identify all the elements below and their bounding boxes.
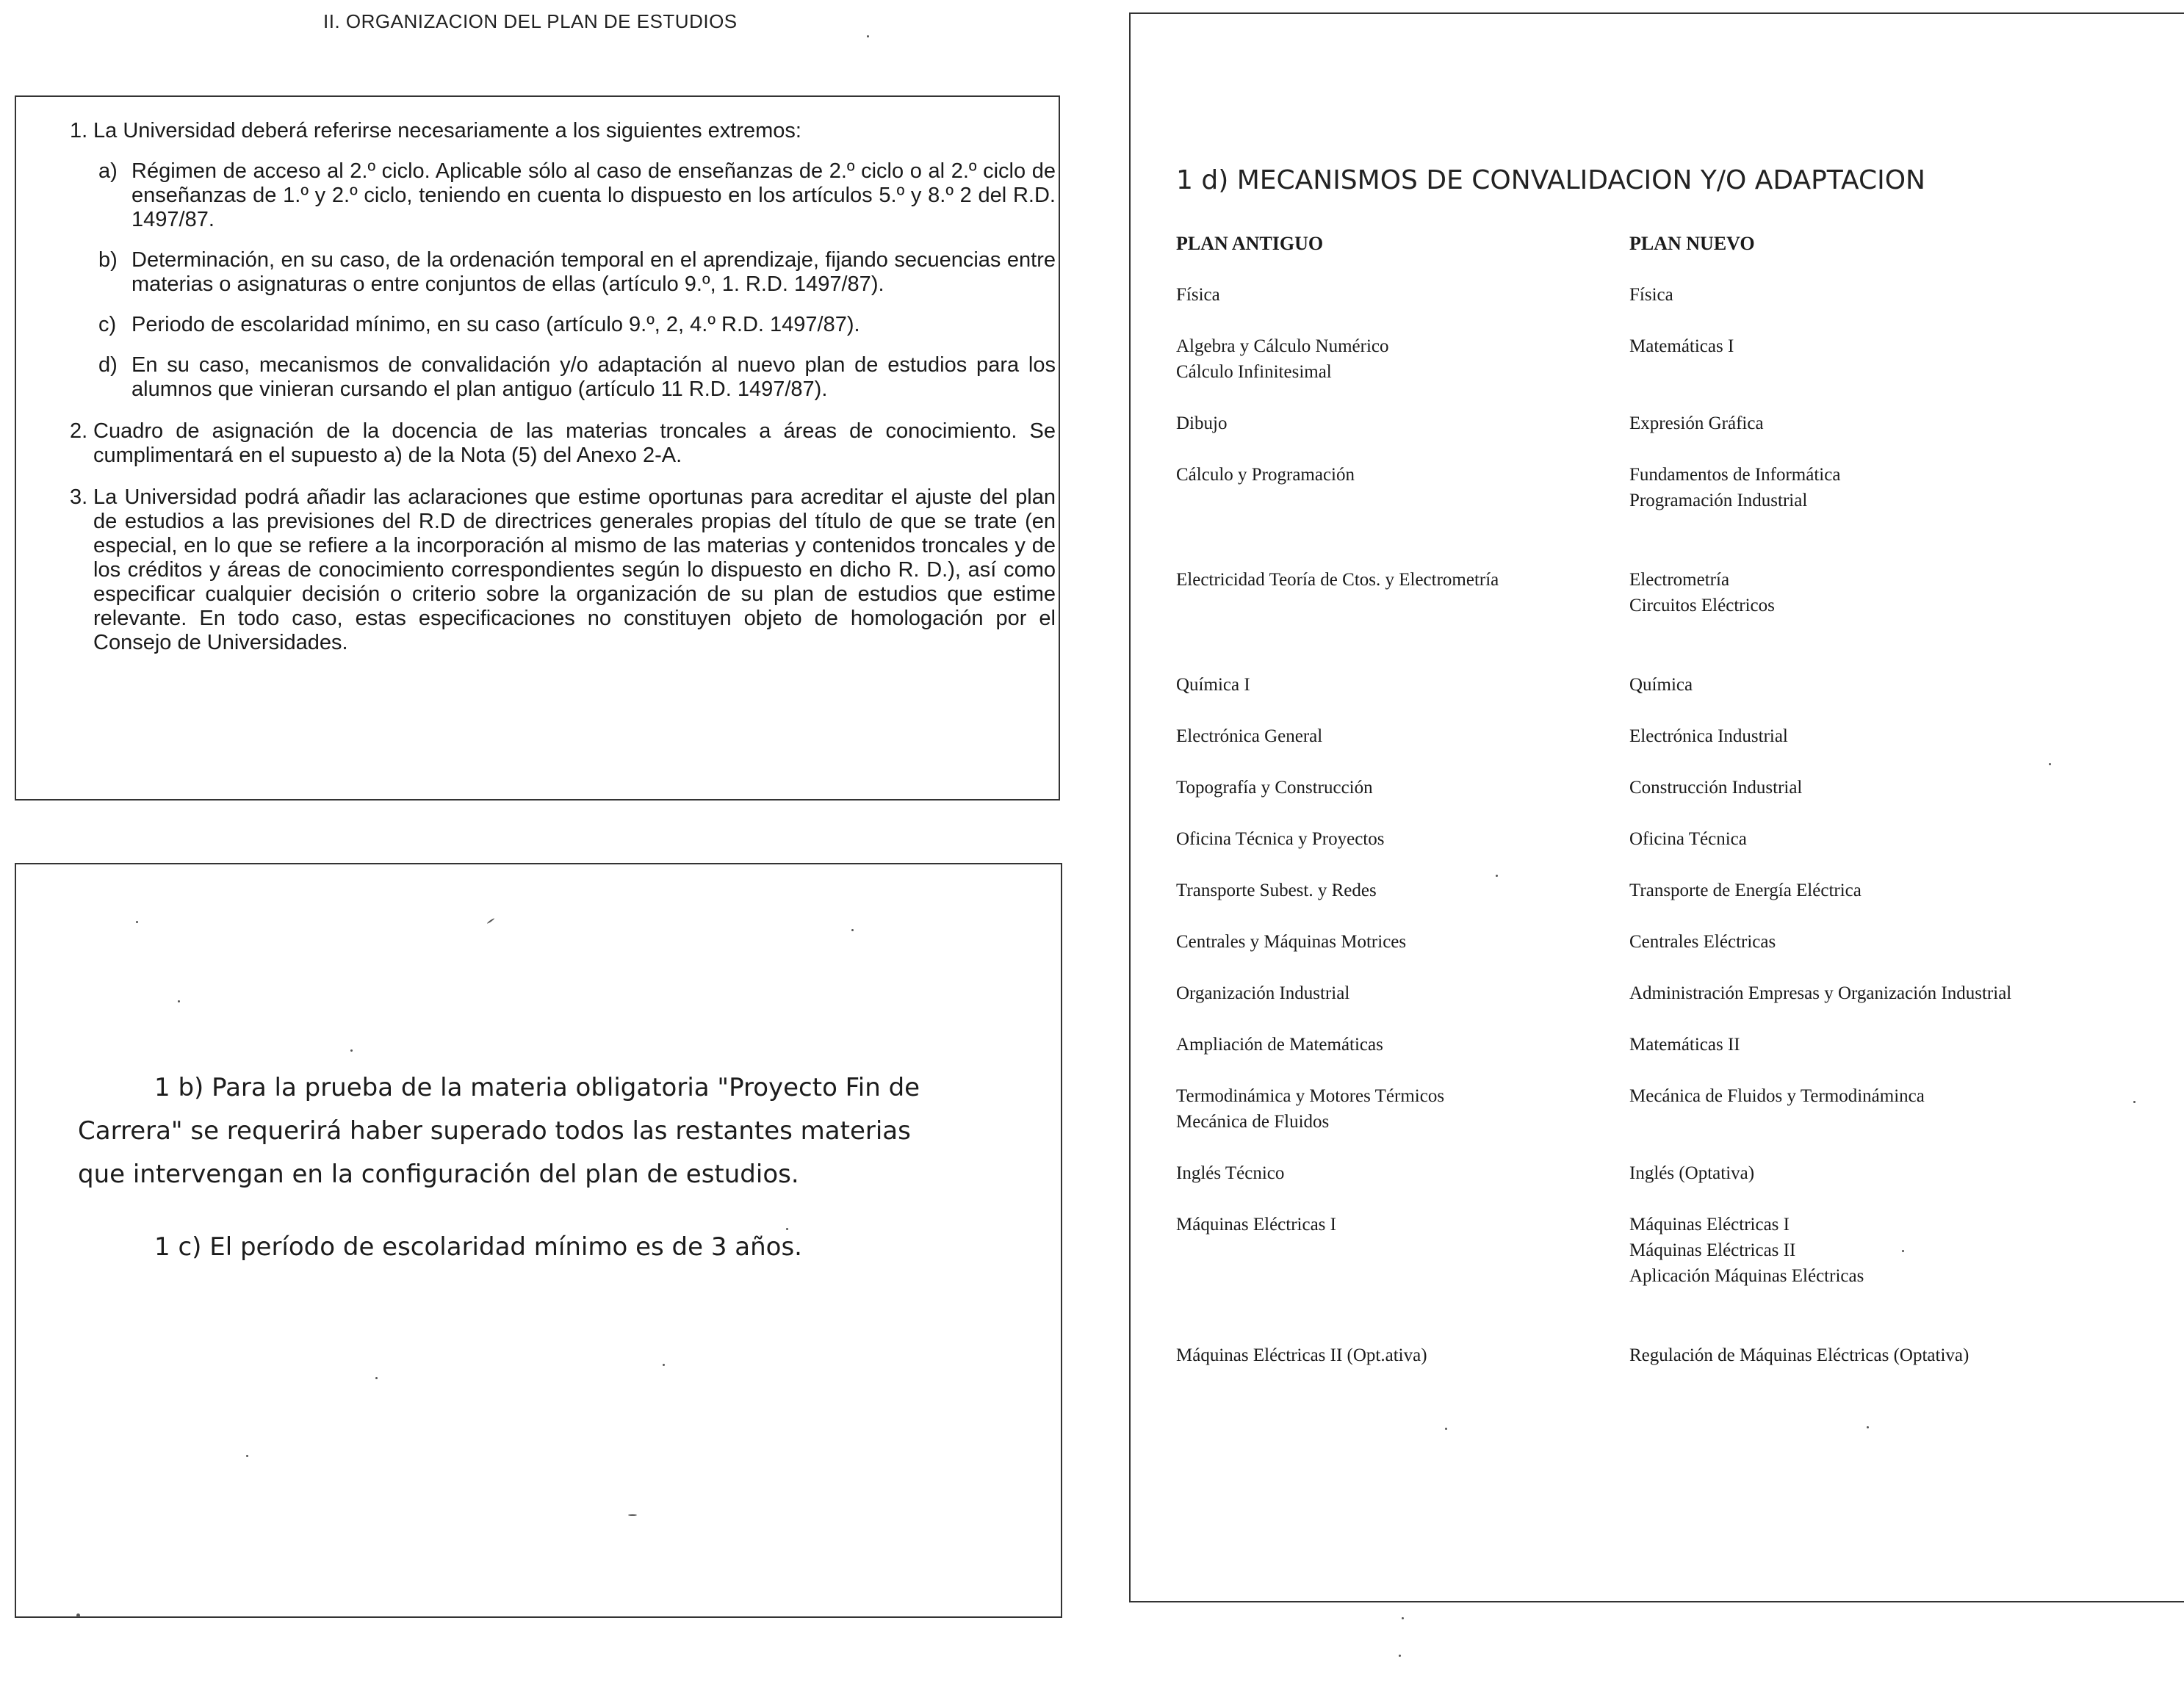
plan-antiguo-cell [1176,878,1377,903]
plan-antiguo-cell [1176,567,1499,593]
plan-antiguo-cell [1176,929,1406,955]
subitem-letter: a) [98,159,118,183]
cell-line: Mecánica de Fluidos y Termodináminca [1629,1086,1925,1106]
cell-line: Electrónica General [1176,726,1323,746]
cell-line: Termodinámica y Motores Térmicos [1176,1086,1445,1106]
scan-speck [1496,875,1498,877]
mecanismos-box [1129,12,2184,1602]
note-subitem-c [98,313,1056,337]
cell-line: Oficina Técnica [1629,829,1747,849]
cell-line: Transporte de Energía Eléctrica [1629,881,1862,900]
cell-line: Fundamentos de Informática [1629,465,1841,485]
scan-speck [867,35,869,37]
scan-speck [628,1514,637,1516]
scan-speck [2049,763,2051,765]
prueba-paragraph-1b: 1 b) Para la prueba de la materia obligatoria "Proyecto Fin de Carrera" se requerirá haber superado todos las restantes materias que intervengan en la configuración del plan de estudios. [78,1073,920,1189]
scan-speck [1445,1428,1447,1430]
plan-nuevo-cell [1629,462,1840,513]
note-text: La Universidad podrá añadir las aclaraciones que estime oportunas para acreditar el ajuste del plan de estudios a las previsiones del R.D de directrices generales propias del título de que se trate (en especial, en lo que se refiere a la incorporación al mismo de las materias y contenidos troncales y de los créditos y áreas de conocimiento correspondientes según lo dispuesto en dicho R. D.), así como especificar cualquier decisión o criterio sobre la organización de su plan de estudios que estime relevante. En todo caso, estas especificaciones no constituyen objeto de homologación por el Consejo de Universidades. [93,485,1056,654]
cell-line: Química [1629,675,1693,695]
plan-antiguo-cell [1176,1342,1427,1368]
plan-antiguo-cell [1176,333,1389,385]
prueba-text [78,1066,959,1269]
scan-speck [350,1049,353,1052]
cell-line: Matemáticas II [1629,1035,1740,1055]
plan-nuevo-cell [1629,567,1775,618]
column-header-plan-antiguo: PLAN ANTIGUO [1176,233,1324,254]
plan-nuevo-cell [1629,775,1802,800]
subitem-letter: d) [98,353,118,377]
cell-line: Transporte Subest. y Redes [1176,881,1377,900]
subitem-text: En su caso, mecanismos de convalidación y/o adaptación al nuevo plan de estudios para los alumnos que vinieran cursando el plan antiguo (artículo 11 R.D. 1497/87). [131,353,1056,401]
note-number: 3. [70,485,88,509]
cell-line: Electrometría [1629,570,1730,590]
note-number: 2. [70,419,88,443]
plan-nuevo-cell [1629,282,1673,308]
scan-speck [851,929,854,931]
cell-line: Regulación de Máquinas Eléctricas (Optativa) [1629,1345,1969,1365]
scan-speck [487,918,495,925]
note-subitem-a [98,159,1056,232]
cell-line: Inglés (Optativa) [1629,1163,1755,1183]
plan-antiguo-cell [1176,1212,1336,1237]
scan-speck [1402,1617,1404,1619]
cell-line: Centrales y Máquinas Motrices [1176,932,1407,952]
plan-nuevo-cell [1629,1032,1740,1058]
note-item-3 [70,485,1056,655]
subitem-letter: b) [98,248,118,272]
cell-line: Construcción Industrial [1629,778,1803,798]
plan-antiguo-cell [1176,980,1349,1006]
notes-box [15,95,1060,800]
cell-line: Electricidad Teoría de Ctos. y Electrometría [1176,570,1499,590]
subitem-text: Periodo de escolaridad mínimo, en su caso (artículo 9.º, 2, 4.º R.D. 1497/87). [131,313,860,336]
subitem-text: Régimen de acceso al 2.º ciclo. Aplicable sólo al caso de enseñanzas de 2.º ciclo o al 2.º ciclo de enseñanzas de 1.º y 2.º ciclo, teniendo en cuenta lo dispuesto en los artículos 5.º y 8.º 2 del R.D. 1497/87. [131,159,1056,231]
cell-line: Cálculo y Programación [1176,465,1355,485]
cell-line: Organización Industrial [1176,983,1350,1003]
mecanismos-title: 1 d) MECANISMOS DE CONVALIDACION Y/O ADAPTACION [1176,165,1925,195]
plan-antiguo-cell [1176,826,1384,852]
cell-line: Circuitos Eléctricos [1629,596,1775,615]
note-item-1 [70,119,1056,402]
note-item-2 [70,419,1056,468]
scan-speck [1902,1250,1904,1252]
note-number: 1. [70,119,88,142]
page-title: II. ORGANIZACION DEL PLAN DE ESTUDIOS [323,10,738,32]
cell-line: Electrónica Industrial [1629,726,1788,746]
cell-line: Máquinas Eléctricas I [1176,1215,1336,1235]
plan-antiguo-cell [1176,1032,1383,1058]
plan-antiguo-cell [1176,1160,1284,1186]
cell-line: Administración Empresas y Organización Industrial [1629,983,2012,1003]
plan-antiguo-cell [1176,723,1322,749]
scan-speck [1399,1655,1401,1657]
plan-nuevo-cell [1629,723,1788,749]
cell-line: Matemáticas I [1629,336,1734,356]
cell-line: Topografía y Construcción [1176,778,1373,798]
plan-antiguo-cell [1176,775,1373,800]
plan-nuevo-cell [1629,826,1747,852]
note-subitem-d [98,353,1056,402]
scan-speck [2133,1101,2136,1103]
subitem-text: Determinación, en su caso, de la ordenación temporal en el aprendizaje, fijando secuencias entre materias o asignaturas o entre conjuntos de ellas (artículo 9.º, 1. R.D. 1497/87). [131,248,1056,296]
cell-line: Física [1176,285,1220,305]
cell-line: Máquinas Eléctricas II (Opt.ativa) [1176,1345,1427,1365]
plan-antiguo-cell [1176,1083,1444,1135]
plan-nuevo-cell [1629,411,1764,436]
cell-line: Máquinas Eléctricas I [1629,1215,1790,1235]
notes-list [70,119,1056,673]
plan-nuevo-cell [1629,1212,1864,1289]
plan-nuevo-cell [1629,980,2011,1006]
plan-antiguo-cell [1176,462,1355,488]
cell-line: Inglés Técnico [1176,1163,1285,1183]
cell-line: Aplicación Máquinas Eléctricas [1629,1266,1864,1286]
cell-line: Física [1629,285,1673,305]
cell-line: Oficina Técnica y Proyectos [1176,829,1385,849]
plan-nuevo-cell [1629,1342,1969,1368]
plan-nuevo-cell [1629,929,1776,955]
note-text: La Universidad deberá referirse necesariamente a los siguientes extremos: [93,119,801,142]
plan-antiguo-cell [1176,672,1250,698]
cell-line: Centrales Eléctricas [1629,932,1776,952]
subitem-letter: c) [98,313,117,336]
cell-line: Dibujo [1176,413,1228,433]
column-header-plan-nuevo: PLAN NUEVO [1629,233,1755,254]
plan-nuevo-cell [1629,333,1734,359]
cell-line: Máquinas Eléctricas II [1629,1240,1796,1260]
plan-nuevo-cell [1629,1083,1925,1109]
cell-line: Algebra y Cálculo Numérico [1176,336,1389,356]
cell-line: Química I [1176,675,1250,695]
cell-line: Mecánica de Fluidos [1176,1112,1330,1132]
cell-line: Programación Industrial [1629,491,1808,510]
prueba-box [15,863,1062,1618]
prueba-paragraph-1c: 1 c) El período de escolaridad mínimo es de 3 años. [154,1232,802,1262]
cell-line: Expresión Gráfica [1629,413,1764,433]
plan-nuevo-cell [1629,878,1862,903]
plan-nuevo-cell [1629,672,1693,698]
scan-speck [786,1228,788,1230]
scan-speck [663,1364,665,1366]
scan-speck [375,1377,378,1379]
scan-speck [76,1613,80,1617]
plan-antiguo-cell [1176,411,1227,436]
scan-speck [1867,1426,1869,1428]
scan-speck [246,1455,248,1457]
cell-line: Ampliación de Matemáticas [1176,1035,1383,1055]
note-subitem-b [98,248,1056,297]
scan-speck [178,1000,180,1002]
cell-line: Cálculo Infinitesimal [1176,362,1332,382]
scan-speck [136,921,138,923]
plan-antiguo-cell [1176,282,1220,308]
note-text: Cuadro de asignación de la docencia de las materias troncales a áreas de conocimiento. Se cumplimentará en el supuesto a) de la Nota (5) del Anexo 2-A. [93,419,1056,467]
plan-nuevo-cell [1629,1160,1754,1186]
